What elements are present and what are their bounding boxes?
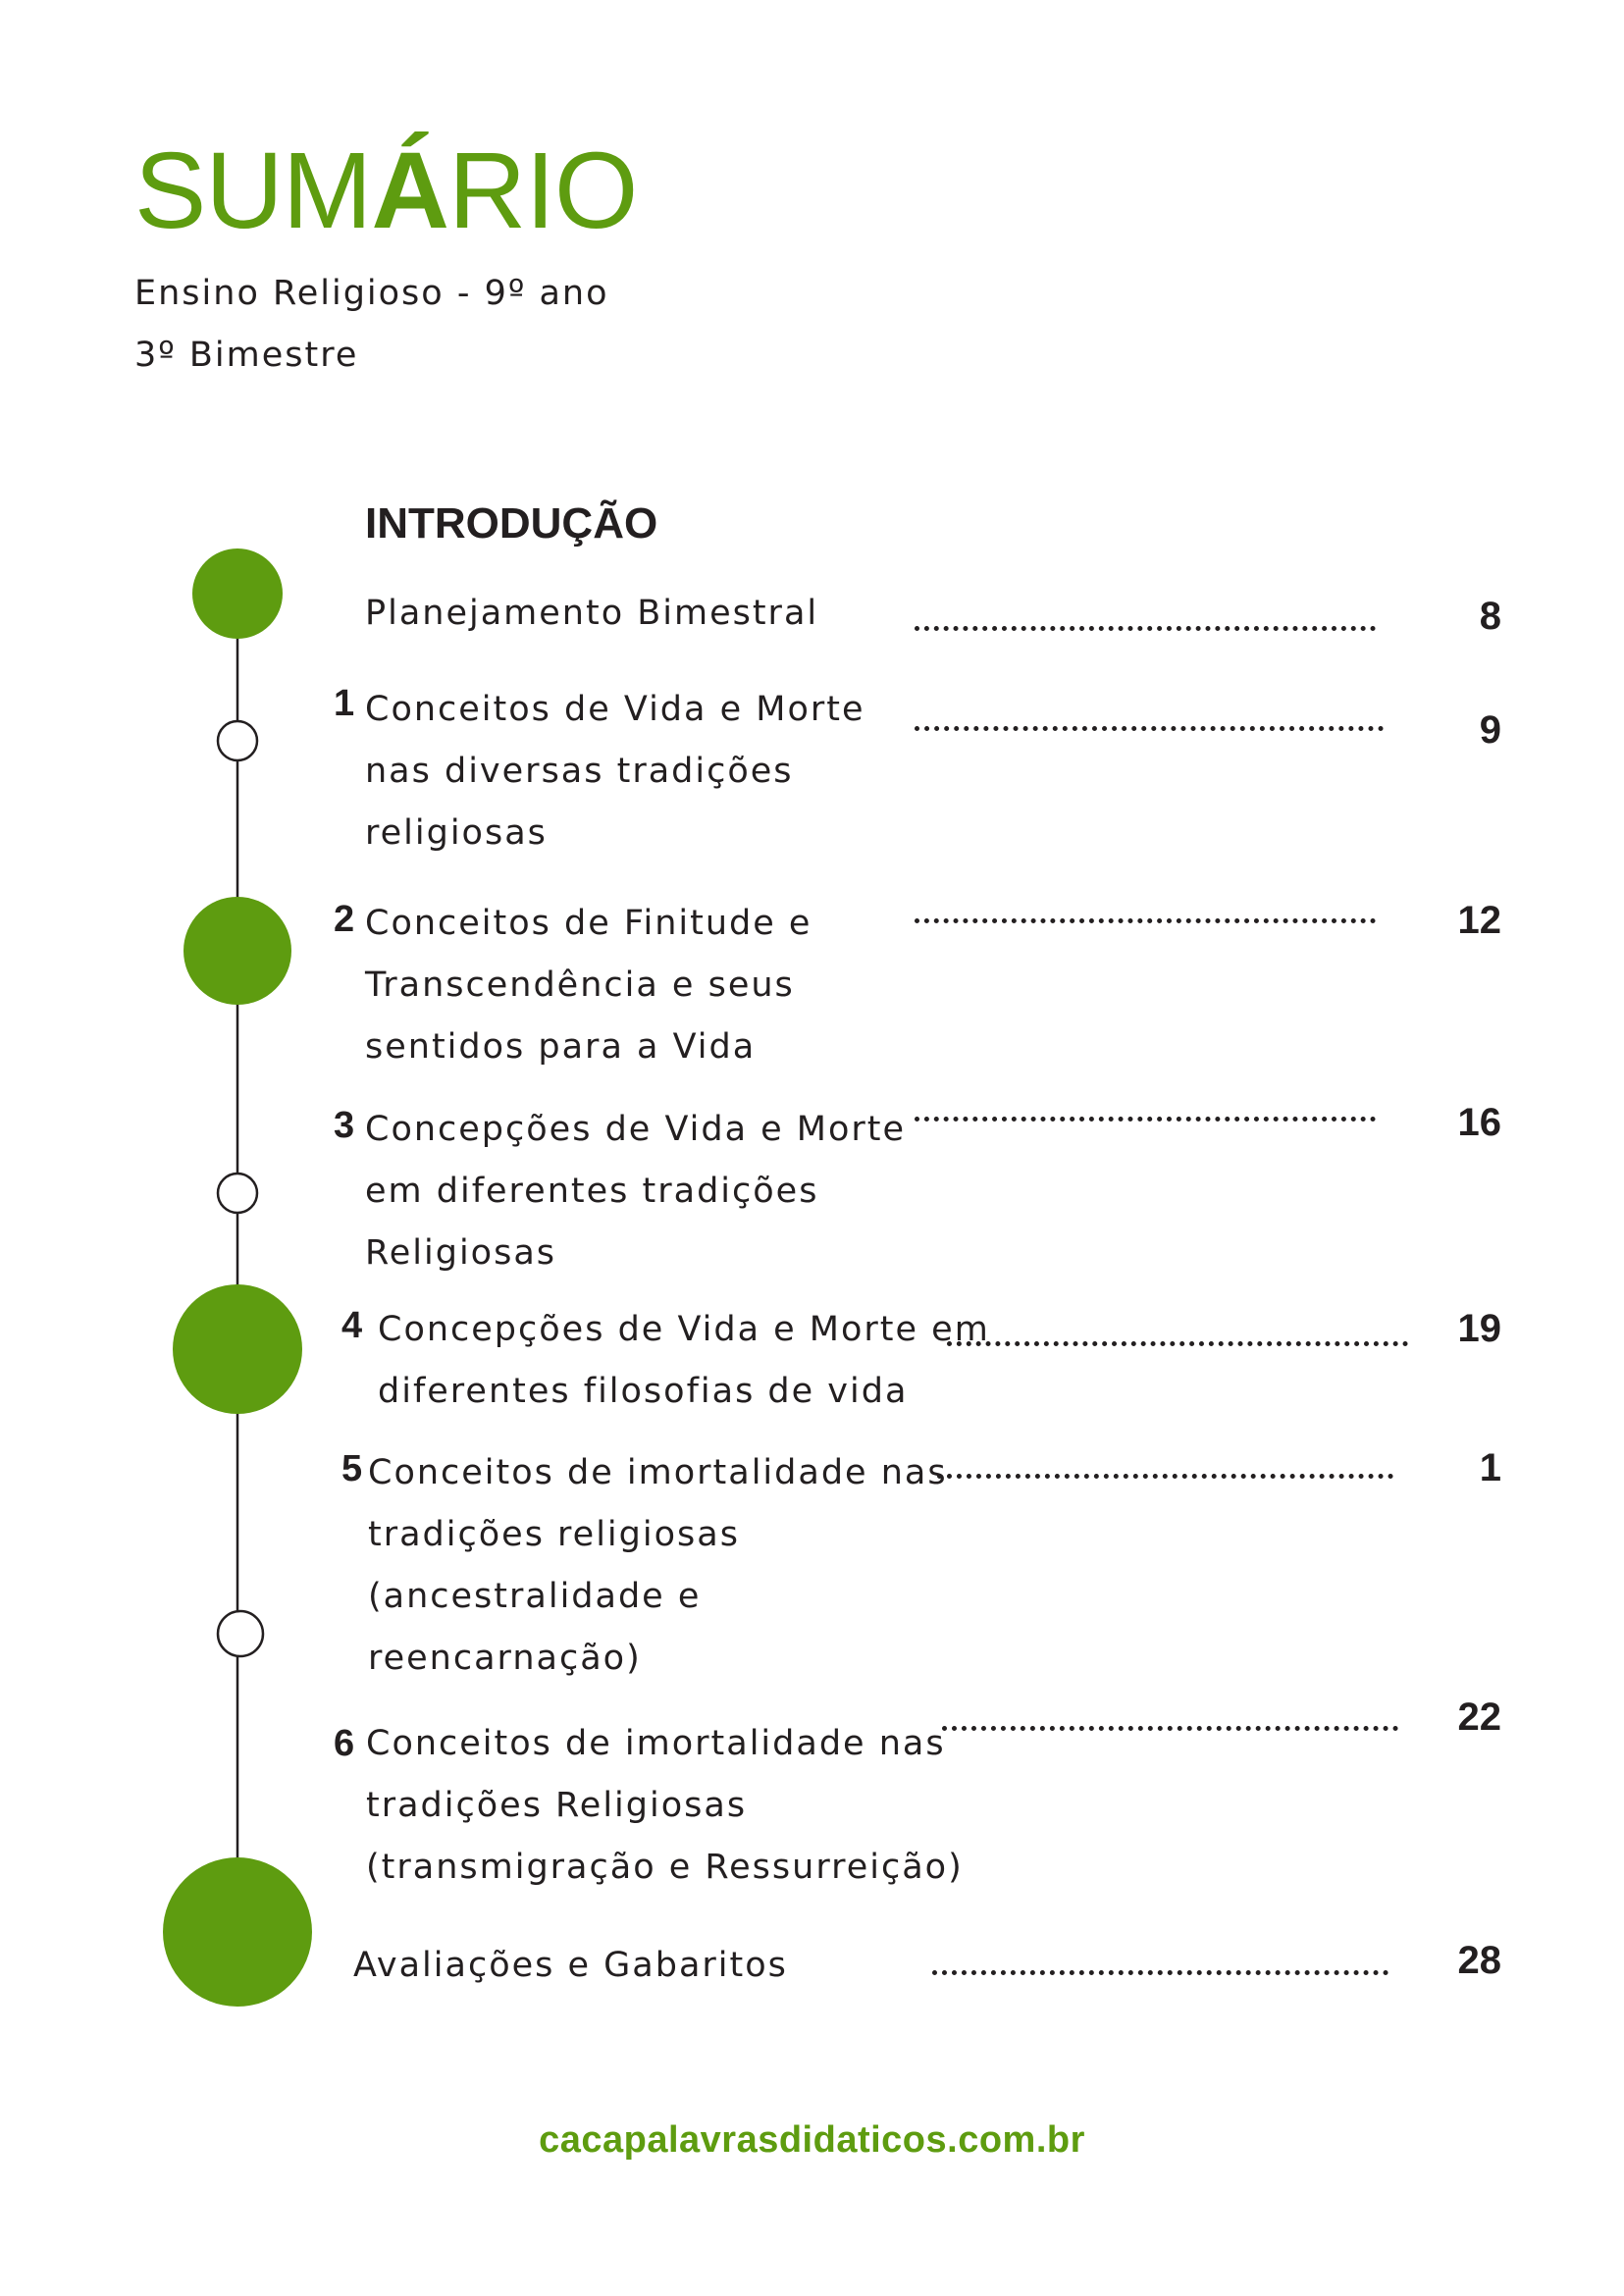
subject-grade: Ensino Religioso - 9º ano [134,274,609,313]
page-number: 9 [1479,708,1501,752]
dot-leader [915,626,1376,631]
toc-entry-line: Conceitos de Vida e Morte [365,690,865,729]
page-number: 12 [1457,899,1501,942]
toc-entry-line: tradições religiosas [368,1515,740,1554]
toc-entry-line: Concepções de Vida e Morte em [378,1310,990,1349]
timeline-node-filled [163,1857,312,2007]
dot-leader [915,1117,1376,1122]
dot-leader [947,1341,1408,1346]
dot-leader [932,1970,1388,1975]
toc-entry-line: Conceitos de imortalidade nas [368,1453,948,1492]
page-number: 19 [1457,1307,1501,1350]
page-number: 1 [1479,1446,1501,1489]
toc-entry-line: Concepções de Vida e Morte [365,1110,907,1149]
toc-entry-2[interactable] [365,893,812,1078]
timeline-node-filled [192,548,283,639]
toc-entry-number: 5 [341,1448,363,1489]
toc-entry-6[interactable] [366,1713,964,1899]
toc-entry-4[interactable] [378,1299,990,1423]
toc-entry-number: 1 [334,683,355,724]
timeline-node-open [218,1174,257,1213]
timeline-node-filled [173,1284,302,1414]
toc-entry-line: Conceitos de imortalidade nas [366,1724,946,1763]
toc-entry-number: 4 [341,1305,363,1346]
title-part: RIO [447,130,638,251]
page-number: 22 [1457,1696,1501,1739]
toc-planning-label[interactable]: Planejamento Bimestral [365,594,819,633]
toc-entry-line: tradições Religiosas [366,1786,748,1825]
toc-entry-line: Religiosas [365,1233,556,1273]
dot-leader [915,726,1384,731]
toc-entry-line: (transmigração e Ressurreição) [366,1848,964,1887]
toc-entry-line: religiosas [365,813,548,853]
page-number: 16 [1457,1101,1501,1144]
toc-entry-line: sentidos para a Vida [365,1027,757,1067]
timeline-node-open [218,721,257,760]
title-part: SUM [134,130,372,251]
title-accent-letter: Á [371,130,448,251]
toc-closing-label[interactable]: Avaliações e Gabaritos [353,1946,788,1985]
timeline-node-filled [183,897,291,1005]
toc-entry-line: (ancestralidade e [368,1577,702,1616]
toc-entry-5[interactable] [368,1442,948,1690]
toc-entry-line: Transcendência e seus [365,965,795,1005]
footer-website: cacapalavrasdidaticos.com.br [539,2119,1085,2161]
dot-leader [915,918,1376,923]
toc-entry-3[interactable] [365,1099,906,1284]
timeline-node-open [218,1611,263,1656]
dot-leader [942,1726,1398,1731]
toc-entry-line: reencarnação) [368,1639,642,1678]
toc-entry-line: em diferentes tradições [365,1172,819,1211]
toc-entry-number: 6 [334,1723,355,1764]
dot-leader [937,1474,1393,1479]
toc-entry-1[interactable] [365,679,865,864]
toc-entry-line: diferentes filosofias de vida [378,1372,909,1411]
toc-entry-number: 2 [334,899,355,940]
toc-entry-line: nas diversas tradições [365,752,794,791]
section-heading: INTRODUÇÃO [365,499,658,548]
page-number: 28 [1457,1939,1501,1982]
toc-entry-line: Conceitos de Finitude e [365,904,812,943]
toc-entry-number: 3 [334,1105,355,1146]
page-number: 8 [1479,595,1501,638]
bimester-label: 3º Bimestre [134,336,359,375]
